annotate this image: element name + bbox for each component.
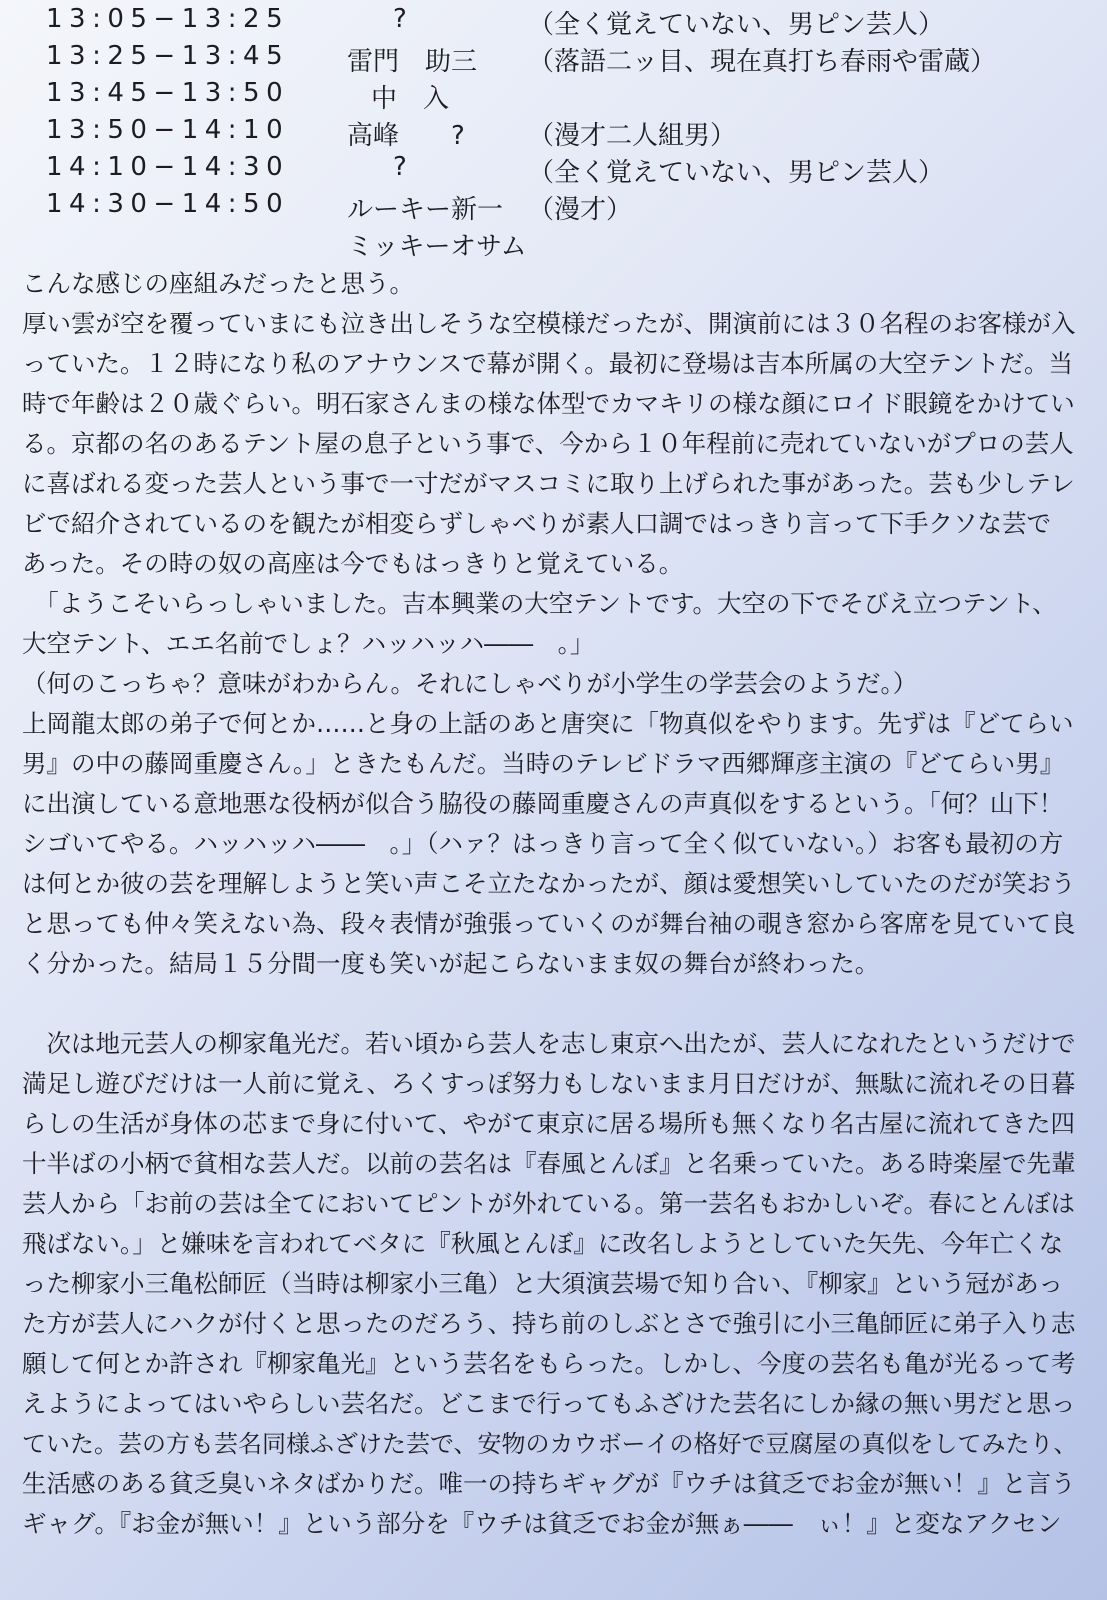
text-line: 願して何とか許され『柳家亀光』という芸名をもらった。しかし、今度の芸名も亀が光るって考 — [22, 1349, 1076, 1378]
schedule-note: （全く覚えていない、男ピン芸人） — [528, 158, 945, 188]
text-line: は何とか彼の芸を理解しようと笑い声こそ立たなかったが、顔は愛想笑いしていたのだが笑おう — [22, 869, 1076, 898]
text-line: （何のこっちゃ？意味がわからん。それにしゃべりが小学生の学芸会のようだ。） — [22, 669, 918, 698]
schedule-performer: 高峰 ? — [347, 121, 465, 151]
text-line: 満足し遊びだけは一人前に覚え、ろくすっぽ努力もしないまま月日だけが、無駄に流れその日暮 — [22, 1069, 1076, 1098]
text-line: ギャグ。『お金が無い！』という部分を『ウチは貧乏でお金が無ぁ―― ぃ！』と変なアクセン — [22, 1509, 1062, 1538]
text-line: っていた。１２時になり私のアナウンスで幕が開く。最初に登場は吉本所属の大空テントだ。当 — [22, 349, 1074, 378]
schedule-note: （漫才） — [528, 195, 633, 225]
text-line: に出演している意地悪な役柄が似合う脇役の藤岡重慶さんの声真似をするという。「何？山下！ — [22, 789, 1064, 818]
text-line: 飛ばない。」と嫌味を言われてベタに『秋風とんぼ』に改名しようとしていた矢先、今年亡くな — [22, 1229, 1064, 1258]
text-line: る。京都の名のあるテント屋の息子という事で、今から１０年程前に売れていないがプロの芸人 — [22, 429, 1074, 458]
text-line: 「ようこそいらっしゃいました。吉本興業の大空テントです。大空の下でそびえ立つテント、 — [22, 589, 1057, 618]
schedule-performer: 中入 — [371, 84, 476, 114]
text-line: 男』の中の藤岡重慶さん。」ときたもんだ。当時のテレビドラマ西郷輝彦主演の『どてらい男』 — [22, 749, 1065, 778]
text-line: 芸人から「お前の芸は全てにおいてピントが外れている。第一芸名もおかしいぞ。春にとんぼは — [22, 1189, 1076, 1218]
text-line: 厚い雲が空を覆っていまにも泣き出しそうな空模様だったが、開演前には３０名程のお客様が入 — [22, 309, 1076, 338]
schedule-performer: ? — [393, 4, 407, 34]
text-line: シゴいてやる。ハッハッハ―― 。」（ハァ？はっきり言って全く似ていない。）お客も最初の方 — [22, 829, 1064, 858]
text-line: こんな感じの座組みだったと思う。 — [22, 269, 414, 298]
schedule-note: （落語二ッ目、現在真打ち春雨や雷蔵） — [528, 47, 997, 77]
schedule-time: 14:30−14:50 — [46, 189, 290, 219]
text-line: 十半ばの小柄で貧相な芸人だ。以前の芸名は『春風とんぼ』と名乗っていた。ある時楽屋で先輩 — [22, 1149, 1076, 1178]
story-text — [22, 264, 1097, 1544]
text-line: らしの生活が身体の芯まで身に付いて、やがて東京に居る場所も無くなり名古屋に流れてきた四 — [22, 1109, 1076, 1138]
text-line: ていた。芸の方も芸名同様ふざけた芸で、安物のカウボーイの格好で豆腐屋の真似をしてみたり、 — [22, 1430, 1078, 1458]
text-line: く分かった。結局１５分間一度も笑いが起こらないまま奴の舞台が終わった。 — [22, 949, 880, 978]
schedule-performer: ? — [393, 152, 407, 182]
schedule-performer: ルーキー新一 — [347, 195, 504, 225]
schedule-time: 13:25−13:45 — [46, 41, 290, 71]
schedule-time: 14:10−14:30 — [46, 152, 290, 182]
text-line: 大空テント、エエ名前でしょ？ハッハッハ―― 。」 — [22, 629, 595, 658]
schedule-time: 13:45−13:50 — [46, 78, 290, 108]
schedule-performer: ミッキーオサム — [347, 232, 527, 262]
schedule-note: （全く覚えていない、男ピン芸人） — [528, 10, 945, 40]
schedule-performer: 雷門 助三 — [347, 47, 478, 77]
schedule-note: （漫才二人組男） — [528, 121, 737, 151]
text-line: に喜ばれる変った芸人という事で一寸だがマスコミに取り上げられた事があった。芸も少しテレ — [22, 469, 1075, 498]
text-line: 次は地元芸人の柳家亀光だ。若い頃から芸人を志し東京へ出たが、芸人になれたというだけで — [22, 1029, 1076, 1058]
text-line: った柳家小三亀松師匠（当時は柳家小三亀）と大須演芸場で知り合い、『柳家』という冠があっ — [22, 1269, 1064, 1298]
schedule-time: 13:05−13:25 — [46, 4, 290, 34]
paragraph-gap — [22, 984, 1097, 1024]
text-line: 時で年齢は２０歳ぐらい。明石家さんまの様な体型でカマキリの様な顔にロイド眼鏡をかけてい — [22, 389, 1075, 418]
text-line: と思っても仲々笑えない為、段々表情が強張っていくのが舞台袖の覗き窓から客席を見ていて良 — [22, 909, 1076, 938]
text-line: た方が芸人にハクが付くと思ったのだろう、持ち前のしぶとさで強引に小三亀師匠に弟子入り志 — [22, 1309, 1076, 1338]
text-line: あった。その時の奴の高座は今でもはっきりと覚えている。 — [22, 549, 684, 578]
text-line: 上岡龍太郎の弟子で何とか……と身の上話のあと唐突に「物真似をやります。先ずは『どてらい — [22, 709, 1074, 738]
text-line: えようによってはいやらしい芸名だ。どこまで行ってもふざけた芸名にしか縁の無い男だと思っ — [22, 1389, 1076, 1418]
text-line: 生活感のある貧乏臭いネタばかりだ。唯一の持ちギャグが『ウチは貧乏でお金が無い！』と言う — [22, 1469, 1076, 1498]
schedule-time: 13:50−14:10 — [46, 115, 290, 145]
text-line: ビで紹介されているのを観たが相変らずしゃべりが素人口調ではっきり言って下手クソな芸で — [22, 509, 1051, 538]
